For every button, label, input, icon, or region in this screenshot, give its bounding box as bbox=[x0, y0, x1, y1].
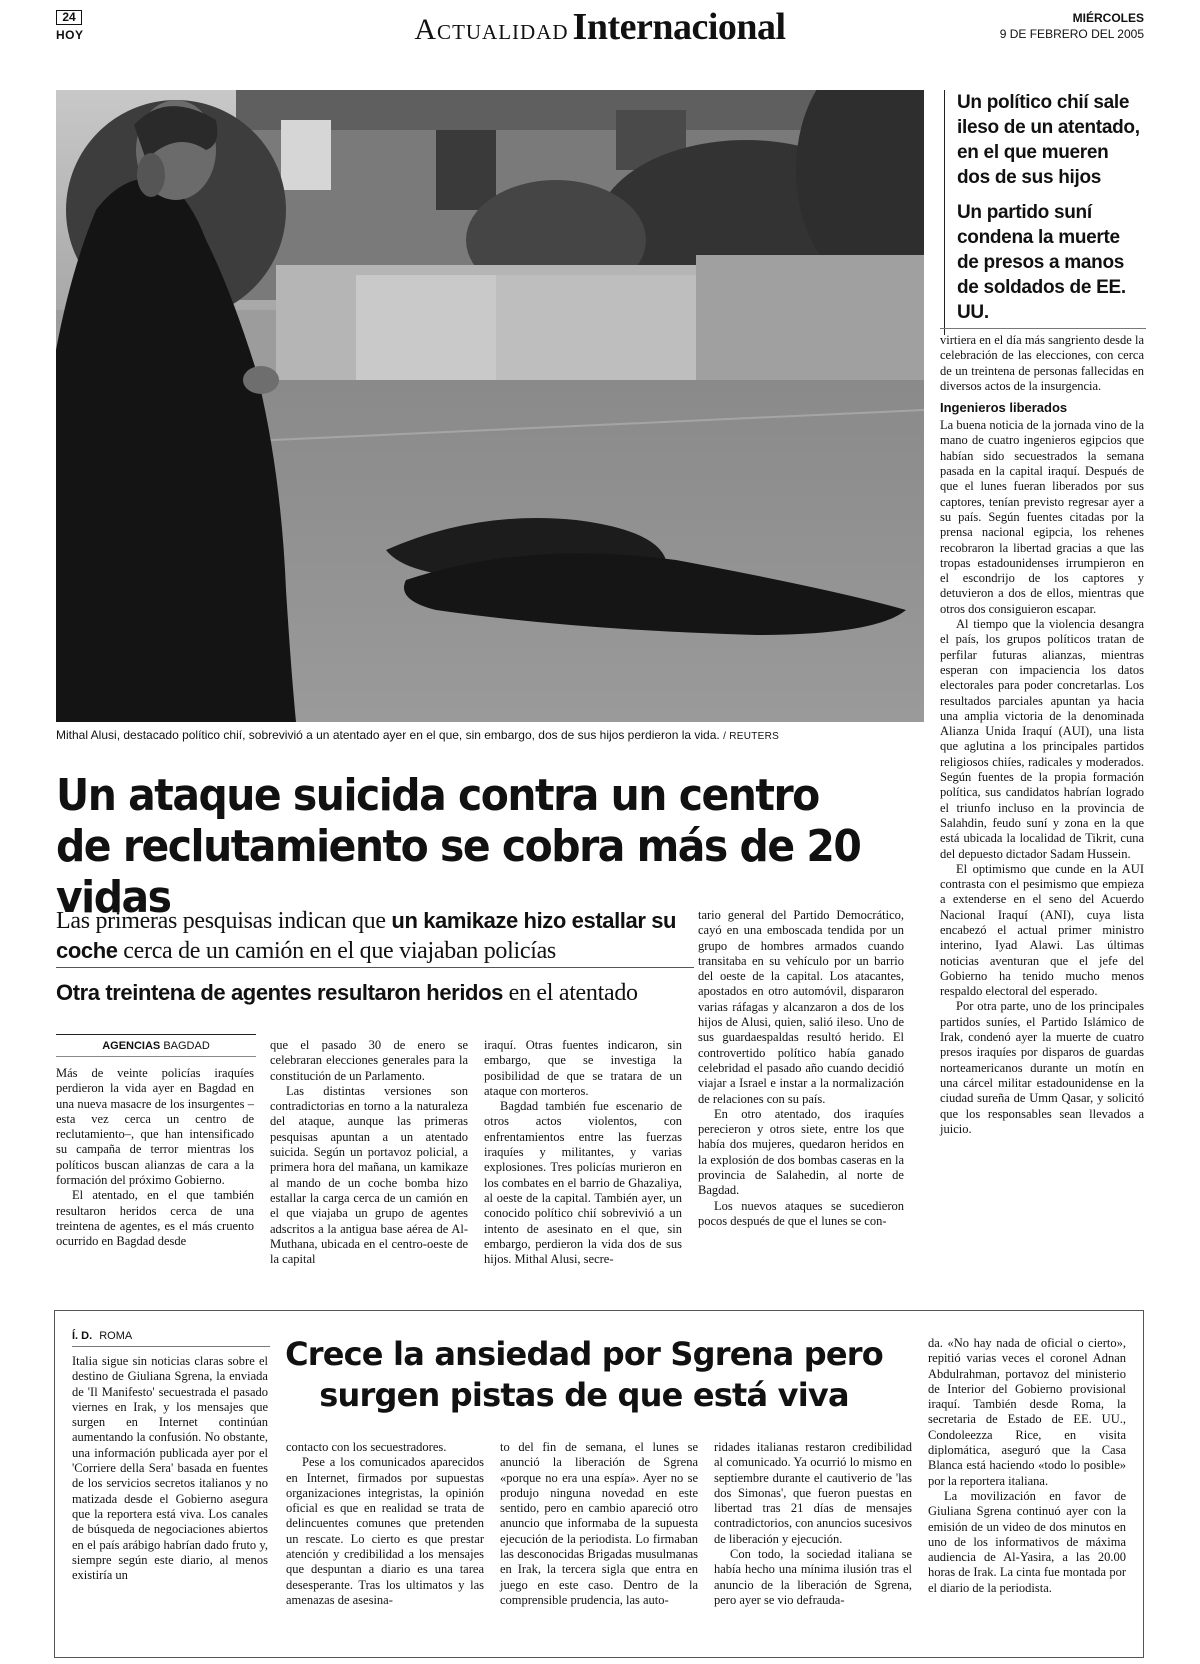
weekday: MIÉRCOLES bbox=[1072, 11, 1144, 25]
paragraph: to del fin de semana, el lunes se anunció la liberación de Sgrena «porque no era una espía». Ayer no se produjo ninguna novedad en este sentido, pero en cambio apareció otro anuncio que informaba de la supuesta ejecución de la periodista. Lo firmaban las desconocidas Brigadas musulmanas en Irak, la tercera sigla que entra en juego en este caso. Dentro de la comprensible prudencia, las auto- bbox=[500, 1440, 698, 1607]
divider bbox=[56, 967, 694, 968]
photo-credit: / REUTERS bbox=[723, 731, 780, 742]
article-column bbox=[940, 333, 1144, 1137]
divider bbox=[72, 1346, 270, 1347]
paragraph: Bagdad también fue escenario de otros actos violentos, con enfrentamientos entre las fuerzas iraquíes y militantes, y varias explosiones. Tres policías murieron en los combates en el barrio de Ghazaliya, al oeste de la capital. También ayer, un conocido político chií sobrevivió a un intento de asesinato en el que, sin embargo, perdieron la vida dos de sus hijos. Mithal Alusi, secre- bbox=[484, 1099, 682, 1267]
photo-illustration bbox=[56, 90, 924, 722]
article-column bbox=[56, 1066, 254, 1250]
article-column bbox=[928, 1336, 1126, 1596]
article-column bbox=[270, 1038, 468, 1267]
subdeck-1 bbox=[56, 906, 694, 966]
article-column bbox=[500, 1440, 698, 1608]
paragraph: En otro atentado, dos iraquíes perecieron y otros siete, entre los que había dos mujeres, quedaron heridos en la explosión de dos bombas caseras en la provincia de Salahedin, al norte de Bagdad. bbox=[698, 1106, 904, 1198]
subdeck-2 bbox=[56, 978, 756, 1008]
article-column bbox=[698, 908, 904, 1229]
caption-text: Mithal Alusi, destacado político chií, sobrevivió a un atentado ayer en el que, sin embargo, dos de sus hijos perdieron la vida. bbox=[56, 728, 720, 742]
main-headline: Un ataque suicida contra un centro de reclutamiento se cobra más de 20 vidas bbox=[56, 770, 861, 923]
paragraph: El optimismo que cunde en la AUI contrasta con el pesimismo que empieza a extenderse en el seno del Acuerdo Nacional Iraquí (ANI), cuya lista encabezó el actual primer ministro interino, Iyad Alawi. Las últimas noticias aventuran que el jefe del Gobierno ha tenido mucho menos respaldo electoral del esperado. bbox=[940, 861, 1144, 999]
photo-caption bbox=[56, 728, 926, 742]
sidebar-deck: Un político chií sale ileso de un atentado, en el que mueren dos de sus hijos bbox=[957, 92, 1140, 188]
paragraph: Pese a los comunicados aparecidos en Internet, firmados por supuestas organizaciones integristas, la opinión oficial es que en realidad se trata de delincuentes comunes que pretenden un rescate. Lo cierto es que prestar atención y credibilidad a los mensajes que despuntan a diario es una tarea desesperante. Tras los ultimatos y las amenazas de asesina- bbox=[286, 1455, 484, 1607]
paragraph: Al tiempo que la violencia desangra el país, los grupos políticos tratan de perfilar futuras alianzas, mientras esperan con impaciencia los datos electorales para poder concretarlas. Los resultados parciales apuntan ya hacia una amplia victoria de la denominada Alianza Unida Iraquí (AUI), una lista que aglutina a los principales partidos religiosos chiíes, radicales y moderados. Según fuentes de la propia formación política, sus candidatos habrían logrado el triunfo incluso en la provincia de Salahdin, feudo suní y zona en la que está ubicada la localidad de Tikrit, cuna del depuesto dictador Sadam Hussein. bbox=[940, 617, 1144, 861]
box-headline: Crece la ansiedad por Sgrena pero surgen pistas de que está viva bbox=[285, 1335, 883, 1414]
paragraph: da. «No hay nada de oficial o cierto», repitió varias veces el coronel Adnan Abdulrahman, portavoz del ministerio de Interior del Gobierno provisional iraquí. También desde Roma, la secretaria de Estado de EE. UU., Condoleezza Rice, en visita diplomática, aseguró que la Casa Blanca está haciendo «todo lo posible» por la reportera italiana. bbox=[928, 1336, 1126, 1488]
byline-agency: AGENCIAS bbox=[102, 1040, 161, 1052]
paragraph: Italia sigue sin noticias claras sobre el destino de Giuliana Sgrena, la enviada de 'Il Manifesto' secuestrada el pasado viernes en Irak, y los mensajes que surgen en Internet continúan aumentando la confusión. No obstante, una información publicada ayer por el 'Corriere della Sera' basada en fuentes de los servicios secretos italianos y no matizada desde el Gobierno asegura que la reportera está viva. Los canales de búsqueda de negociaciones abiertos en el país arábigo habrían dado fruto y, siempre según este diario, al menos existiría un bbox=[72, 1354, 268, 1583]
sidebar-decks bbox=[944, 90, 1144, 335]
byline-place: BAGDAD bbox=[163, 1040, 210, 1052]
paragraph: que el pasado 30 de enero se celebraran elecciones generales para la constitución de un Parlamento. bbox=[270, 1038, 468, 1083]
dateline bbox=[1000, 11, 1144, 41]
paragraph: Con todo, la sociedad italiana se había hecho una mínima ilusión tras el anuncio de la liberación de Sgrena, pero ayer se vio defrauda- bbox=[714, 1547, 912, 1607]
publication-name: HOY bbox=[56, 28, 84, 42]
article-column bbox=[714, 1440, 912, 1608]
subdeck-text: Las primeras pesquisas indican que bbox=[56, 908, 392, 934]
paragraph: El atentado, en el que también resultaron heridos cerca de una treintena de agentes, es el más cruento ocurrido en Bagdad desde bbox=[56, 1188, 254, 1249]
paragraph: iraquí. Otras fuentes indicaron, sin embargo, que se investiga la posibilidad de que se tratara de un ataque con morteros. bbox=[484, 1038, 682, 1098]
issue-date: 9 DE FEBRERO DEL 2005 bbox=[999, 27, 1144, 41]
paragraph: La movilización en favor de Giuliana Sgrena continuó ayer con la emisión de un video de dos minutos en uno de los informativos de máxima audiencia de Al-Yasira, a las 20.00 horas de Irak. La cinta fue montada por el diario de la periodista. bbox=[928, 1488, 1126, 1595]
subdeck-text: en el atentado bbox=[502, 980, 638, 1006]
page-number: 24 bbox=[56, 10, 82, 25]
paragraph: Los nuevos ataques se sucedieron pocos después de que el lunes se con- bbox=[698, 1198, 904, 1228]
divider bbox=[56, 1056, 256, 1057]
section-prefix: Actualidad bbox=[414, 13, 569, 46]
article-column bbox=[286, 1440, 484, 1608]
article-column bbox=[72, 1354, 268, 1583]
paragraph: Más de veinte policías iraquíes perdieron la vida ayer en Bagdad en una nueva masacre de los insurgentes –esta vez cerca un centro de reclutamiento–, que han intensificado su campaña de terror mientras los políticos buscan alianzas de cara a la formación del próximo Gobierno. bbox=[56, 1066, 254, 1188]
article-column bbox=[484, 1038, 682, 1267]
paragraph: virtiera en el día más sangriento desde la celebración de las elecciones, con cerca de un treintena de personas fallecidas en diversos actos de la insurgencia. bbox=[940, 333, 1144, 393]
box-byline bbox=[72, 1330, 132, 1342]
subdeck-text: cerca de un camión en el que viajaban policías bbox=[117, 938, 556, 964]
subheading: Ingenieros liberados bbox=[940, 400, 1068, 416]
byline-author: Í. D. bbox=[72, 1330, 93, 1342]
paragraph: ridades italianas restaron credibilidad al comunicado. Ya ocurrió lo mismo en septiembre durante el cautiverio de 'las dos Simonas', que fueron puestas en libertad tras 21 días de mensajes contradictorios, con anuncios sucesivos de liberación y ejecución. bbox=[714, 1440, 912, 1546]
divider bbox=[56, 1034, 256, 1035]
byline-place: ROMA bbox=[99, 1330, 133, 1342]
paragraph: Las distintas versiones son contradictorias en torno a la naturaleza del ataque, aunque las primeras pesquisas apuntan a un atentado suicida. Según un portavoz policial, a primera hora del mañana, un kamikaze al mando de un coche bomba hizo estallar la carga cerca de un camión en el que viajaba un grupo de agentes adscritos a la antigua base aérea de Al-Muthana, ubicada en el centro-oeste de la capital bbox=[270, 1083, 468, 1267]
paragraph: La buena noticia de la jornada vino de la mano de cuatro ingenieros egipcios que habían sido secuestrados la semana pasada en la capital iraquí. Después de que el lunes fueran liberados por sus captores, tenían previsto regresar ayer a su país. Según fuentes citadas por la prensa nacional egipcia, los rehenes recobraron la libertad gracias a que las tropas estadounidenses irrumpieron en el escondrijo de los captores y detuvieron a dos de ellos, mientras que otros dos consiguieron escapar. bbox=[940, 418, 1144, 616]
news-photo bbox=[56, 90, 924, 722]
paragraph: tario general del Partido Democrático, cayó en una emboscada tendida por un grupo de hombres armados cuando transitaba en su vehículo por un barrio del oeste de la capital. Los atacantes, apostados en otro automóvil, dispararon varias ráfagas y alcanzaron a dos de los hijos de Alusi, quien, salió ileso. Uno de sus guardaespaldas resultó herido. El controvertido político había ganado celebridad el pasado año cuando decidió viajar a Israel e instar a la normalización de relaciones con su país. bbox=[698, 908, 904, 1106]
subdeck-highlight: Otra treintena de agentes resultaron heridos bbox=[56, 980, 503, 1005]
section-name: Internacional bbox=[572, 6, 786, 48]
sidebar-deck: Un partido suní condena la muerte de presos a manos de soldados de EE. UU. bbox=[957, 202, 1126, 323]
byline bbox=[56, 1040, 256, 1052]
paragraph: Por otra parte, uno de los principales partidos suníes, el Partido Islámico de Irak, condenó ayer la muerte de cuatro presos iraquíes por disparos de guardas norteamericanos durante un motín en una cárcel militar estadounidense en la ciudad sureña de Umm Qasar, y solicitó que los responsables sean llevados a juicio. bbox=[940, 999, 1144, 1136]
subdeck-highlight: un kamikaze hizo estallar su coche bbox=[56, 908, 677, 963]
divider bbox=[940, 328, 1146, 329]
paragraph: contacto con los secuestradores. bbox=[286, 1440, 447, 1454]
